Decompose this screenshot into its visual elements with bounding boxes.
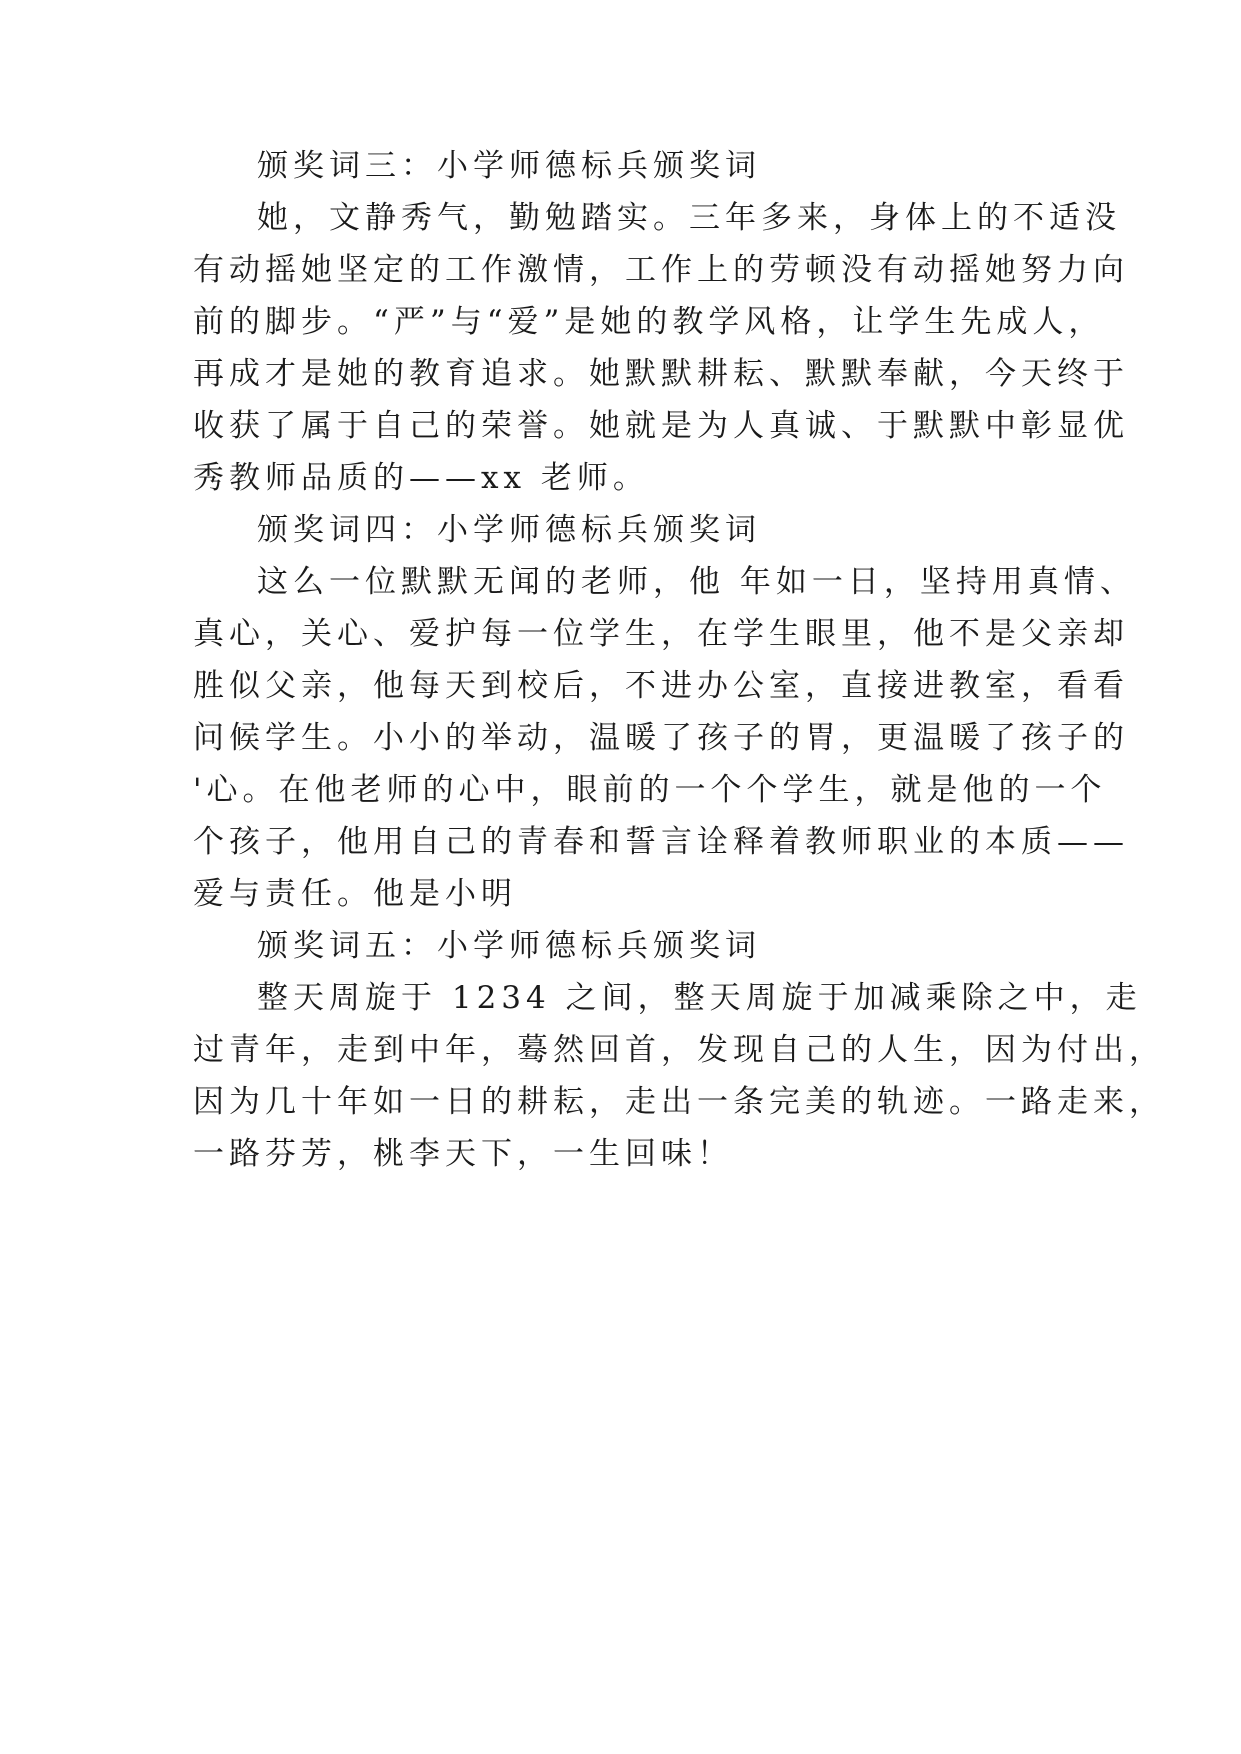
paragraph-line: 整天周旋于 1234 之间，整天周旋于加减乘除之中，走: [257, 980, 1142, 1016]
heading-award-4: 颁奖词四：小学师德标兵颁奖词: [257, 512, 761, 548]
paragraph-line: 一路芬芳，桃李天下，一生回味！: [193, 1136, 733, 1172]
paragraph-line: 她，文静秀气，勤勉踏实。三年多来，身体上的不适没: [257, 200, 1121, 236]
paragraph-line: '心。在他老师的心中，眼前的一个个学生，就是他的一个: [193, 772, 1107, 808]
paragraph-line: 前的脚步。“严”与“爱”是她的教学风格，让学生先成人，: [193, 304, 1105, 340]
heading-award-3: 颁奖词三：小学师德标兵颁奖词: [257, 148, 761, 184]
paragraph-line: 秀教师品质的——xx 老师。: [193, 460, 649, 496]
paragraph-line: 过青年，走到中年，蓦然回首，发现自己的人生，因为付出，: [193, 1032, 1165, 1068]
paragraph-line: 收获了属于自己的荣誉。她就是为人真诚、于默默中彰显优: [193, 408, 1129, 444]
paragraph-line: 有动摇她坚定的工作激情，工作上的劳顿没有动摇她努力向: [193, 252, 1129, 288]
paragraph-line: 这么一位默默无闻的老师，他 年如一日，坚持用真情、: [257, 564, 1136, 600]
paragraph-line: 再成才是她的教育追求。她默默耕耘、默默奉献，今天终于: [193, 356, 1129, 392]
heading-award-5: 颁奖词五：小学师德标兵颁奖词: [257, 928, 761, 964]
paragraph-line: 胜似父亲，他每天到校后，不进办公室，直接进教室，看看: [193, 668, 1129, 704]
paragraph-line: 真心，关心、爱护每一位学生，在学生眼里，他不是父亲却: [193, 616, 1129, 652]
paragraph-line: 因为几十年如一日的耕耘，走出一条完美的轨迹。一路走来，: [193, 1084, 1165, 1120]
paragraph-line: 爱与责任。他是小明: [193, 876, 517, 912]
paragraph-line: 问候学生。小小的举动，温暖了孩子的胃，更温暖了孩子的: [193, 720, 1129, 756]
paragraph-line: 个孩子，他用自己的青春和誓言诠释着教师职业的本质——: [193, 824, 1129, 860]
